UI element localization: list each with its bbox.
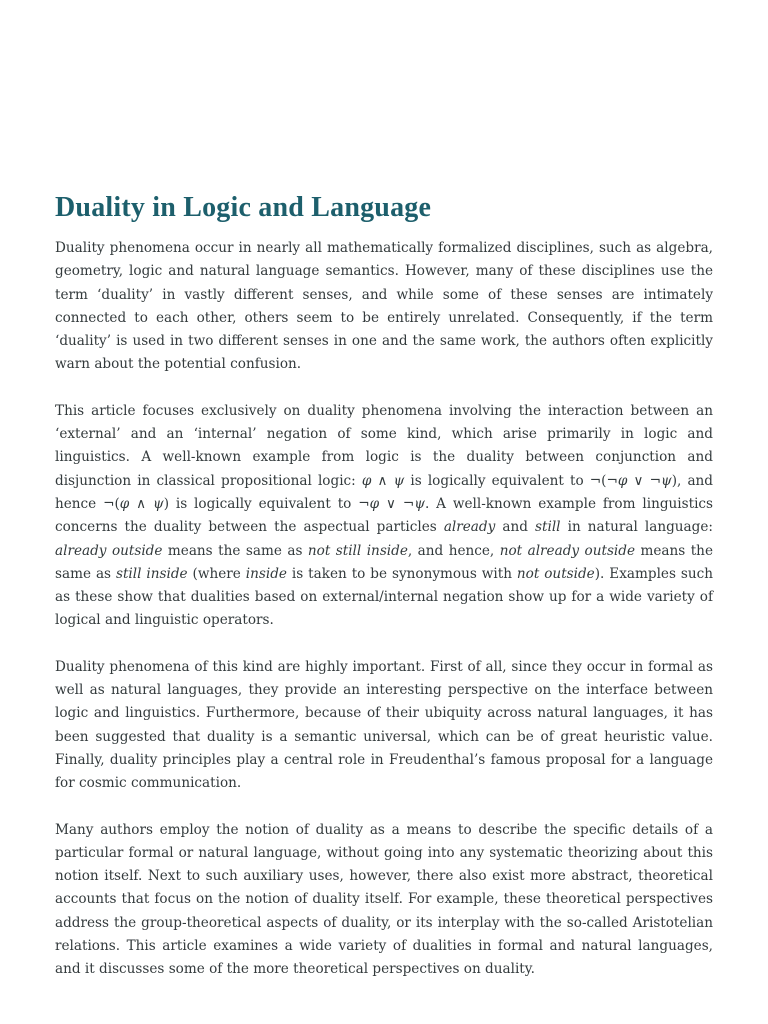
article-body bbox=[55, 237, 713, 982]
text-run: ), and hence ¬( bbox=[55, 472, 714, 512]
italic-text-run: still bbox=[535, 519, 561, 536]
text-run: . A well-known example from linguistics concerns the duality between the aspectual particles bbox=[55, 495, 714, 536]
paragraph-1 bbox=[55, 237, 713, 377]
text-run: ∨ ¬ bbox=[379, 495, 415, 512]
italic-text-run: inside bbox=[245, 565, 287, 582]
italic-text-run: φ bbox=[119, 495, 130, 512]
italic-text-run: φ bbox=[369, 495, 380, 512]
text-run: ). Examples such as these show that dualities based on external/internal negation show up for a wide variety of logical and linguistic operators. bbox=[55, 565, 713, 629]
italic-text-run: φ bbox=[617, 472, 628, 489]
text-run: ∧ bbox=[129, 495, 154, 512]
text-run: ∨ ¬ bbox=[627, 472, 662, 489]
italic-text-run: already outside bbox=[55, 542, 163, 559]
text-run: ) is logically equivalent to ¬ bbox=[163, 495, 370, 512]
paragraph-4 bbox=[55, 819, 713, 982]
text-run: is taken to be synonymous with bbox=[286, 565, 517, 582]
text-run: is logically equivalent to ¬(¬ bbox=[404, 472, 618, 489]
article-title: Duality in Logic and Language bbox=[55, 192, 432, 223]
paragraph-3 bbox=[55, 656, 713, 796]
text-run: Many authors employ the notion of duality as a means to describe the specific details of a particular formal or natural language, without going into any systematic theorizing about this notion itself. Next to such auxiliary uses, however, there also exist more abstract, theoretical accounts that focus on the notion of duality itself. For example, these theoretical perspectives address the group-theoretical aspects of duality, or its interplay with the so-called Aristotelian relations. This article examines a wide variety of dualities in formal and natural languages, and it discusses some of the more theoretical perspectives on duality. bbox=[55, 821, 713, 978]
italic-text-run: ψ bbox=[414, 495, 425, 512]
italic-text-run: φ ∧ ψ bbox=[361, 472, 405, 489]
text-run: (where bbox=[187, 565, 246, 582]
text-run: in natural language: bbox=[560, 519, 713, 536]
text-run: means the same as bbox=[162, 542, 308, 559]
italic-text-run: still inside bbox=[115, 565, 188, 582]
italic-text-run: ψ bbox=[661, 472, 672, 489]
italic-text-run: already bbox=[443, 519, 496, 536]
italic-text-run: not still inside bbox=[307, 542, 408, 559]
text-run: Duality phenomena occur in nearly all mathematically formalized disciplines, such as algebra, geometry, logic and natural language semantics. However, many of these disciplines use the term ‘duality’ in vastly different senses, and while some of these senses are intimately connected to each other, others seem to be entirely unrelated. Consequently, if the term ‘duality’ is used in two different senses in one and the same work, the authors often explicitly warn about the potential confusion. bbox=[55, 240, 713, 373]
text-run: Duality phenomena of this kind are highly important. First of all, since they occur in formal as well as natural languages, they provide an interesting perspective on the interface between logic and linguistics. Furthermore, because of their ubiquity across natural languages, it has been suggested that duality is a semantic universal, which can be of great heuristic value. Finally, duality principles play a central role in Freudenthal’s famous proposal for a language for cosmic communication. bbox=[55, 658, 713, 792]
document-page bbox=[55, 191, 713, 1005]
text-run: , and hence, bbox=[407, 542, 500, 559]
text-run: means the same as bbox=[55, 542, 713, 582]
paragraph-2 bbox=[55, 400, 713, 633]
italic-text-run: not already outside bbox=[499, 542, 636, 559]
italic-text-run: not outside bbox=[516, 565, 595, 582]
text-run: and bbox=[495, 519, 536, 536]
italic-text-run: ψ bbox=[153, 495, 164, 512]
text-run: This article focuses exclusively on duality phenomena involving the interaction between an ‘external’ and an ‘internal’ negation of some kind, which arise primarily in logic and linguistics. A well-known example from logic is the duality between conjunction and disjunction in classical propositional logic: bbox=[55, 402, 713, 489]
